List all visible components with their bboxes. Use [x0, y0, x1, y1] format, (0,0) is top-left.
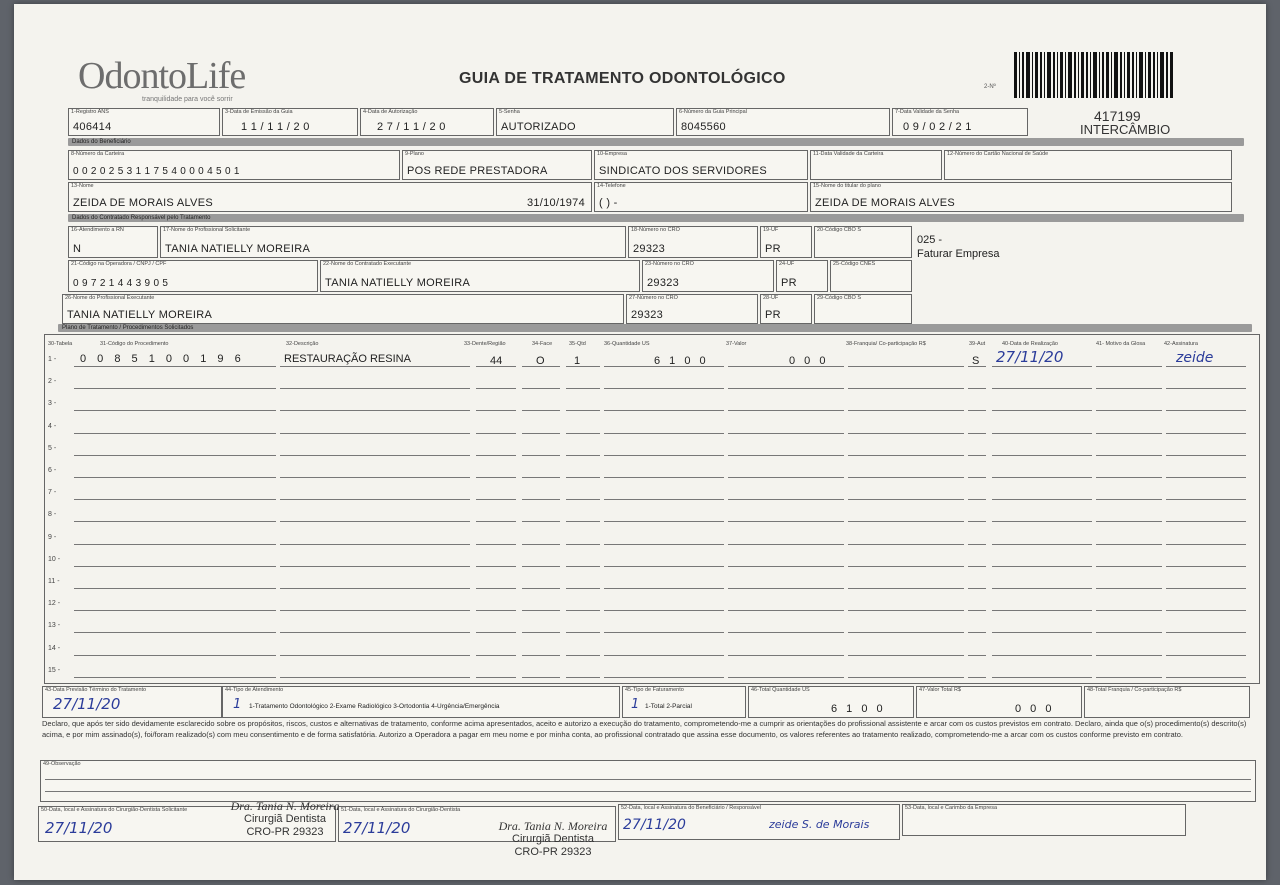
row-underline [968, 544, 986, 545]
row1-dente: 44 [490, 355, 503, 367]
row-underline [1096, 410, 1162, 411]
row-underline [604, 566, 724, 567]
row-underline [968, 610, 986, 611]
row1-assinatura: zeide [1176, 350, 1214, 366]
row1-data: 27/11/20 [996, 348, 1064, 366]
row-underline [280, 677, 470, 678]
row-underline [1166, 521, 1246, 522]
row-underline [522, 632, 560, 633]
row-underline [522, 366, 560, 367]
row-number: 15 - [48, 666, 61, 674]
row-underline [728, 455, 844, 456]
row-underline [280, 655, 470, 656]
row-underline [280, 610, 470, 611]
row-underline [566, 455, 600, 456]
row-underline [992, 477, 1092, 478]
cbo-field: 20-Código CBO S [814, 226, 912, 258]
row-underline [74, 566, 276, 567]
row-underline [728, 610, 844, 611]
row-underline [476, 388, 516, 389]
section-contratado: Dados do Contratado Responsável pelo Tratamento [68, 214, 1244, 222]
row-underline [280, 544, 470, 545]
row-underline [848, 544, 964, 545]
section-beneficiario: Dados do Beneficiário [68, 138, 1244, 146]
row-underline [604, 655, 724, 656]
row-underline [604, 433, 724, 434]
row-underline [74, 455, 276, 456]
uf3-field: 28-UF PR [760, 294, 812, 324]
row-underline [604, 366, 724, 367]
row-underline [74, 677, 276, 678]
row-underline [728, 677, 844, 678]
row-underline [604, 410, 724, 411]
total-us-field: 46-Total Quantidade US 6 1 0 0 [748, 686, 914, 718]
row-underline [992, 566, 1092, 567]
assinatura-53-field: 53-Data, local e Carimbo da Empresa [902, 804, 1186, 836]
assinatura-50-field: 50-Data, local e Assinatura do Cirurgião-Dentista Solicitante 27/11/20 [38, 806, 336, 842]
assinatura-52-field: 52-Data, local e Assinatura do Beneficiário / Responsável 27/11/20 zeide S. de Morais [618, 804, 900, 840]
row-underline [848, 655, 964, 656]
row-underline [992, 388, 1092, 389]
row-number: 1 - [48, 356, 57, 363]
row-underline [74, 477, 276, 478]
row-underline [522, 477, 560, 478]
row-underline [1166, 499, 1246, 500]
senha-value: AUTORIZADO [501, 121, 576, 133]
row-underline [968, 455, 986, 456]
row1-face: O [536, 355, 545, 367]
row-underline [604, 477, 724, 478]
row-underline [992, 410, 1092, 411]
row-underline [968, 521, 986, 522]
row-underline [1166, 610, 1246, 611]
cro-field: 18-Número no CRO 29323 [628, 226, 758, 258]
row-underline [992, 588, 1092, 589]
row-underline [476, 455, 516, 456]
row-underline [728, 477, 844, 478]
dentist-stamp-1: Dra. Tania N. Moreira Cirurgiã Dentista CRO-PR 29323 [230, 799, 340, 838]
row-underline [1096, 566, 1162, 567]
emissao-field: 3-Data de Emissão da Guia 1 1 / 1 1 / 2 0 [222, 108, 358, 136]
row-underline [566, 477, 600, 478]
nome-value: ZEIDA DE MORAIS ALVES [73, 197, 213, 209]
row-underline [848, 566, 964, 567]
row-underline [476, 521, 516, 522]
row1-aut: S [972, 355, 980, 367]
row-underline [968, 433, 986, 434]
validade-senha-field: 7-Data Validade da Senha 0 9 / 0 2 / 2 1 [892, 108, 1028, 136]
row-underline [522, 655, 560, 656]
row-number: 4 - [48, 422, 57, 430]
tipo-faturamento-field: 45-Tipo de Faturamento 1 1-Total 2-Parcial [622, 686, 746, 718]
row-underline [992, 366, 1092, 367]
row-underline [1166, 566, 1246, 567]
row-underline [476, 366, 516, 367]
row-number: 12 - [48, 600, 61, 608]
cro2-field: 23-Número no CRO 29323 [642, 260, 774, 292]
total-franquia-field: 48-Total Franquia / Co-participação R$ [1084, 686, 1250, 718]
row-underline [522, 455, 560, 456]
section-plano: Plano de Tratamento / Procedimentos Solicitados [58, 324, 1252, 332]
row-underline [476, 477, 516, 478]
row1-codigo: 0 0 8 5 1 0 0 1 9 6 [80, 353, 245, 365]
row-underline [522, 544, 560, 545]
row-underline [968, 366, 986, 367]
row-underline [848, 366, 964, 367]
row-number: 8 - [48, 511, 57, 519]
row-underline [1096, 521, 1162, 522]
row-underline [1166, 455, 1246, 456]
row-number: 9 - [48, 533, 57, 541]
row-underline [280, 566, 470, 567]
telefone-value: ( ) - [599, 197, 618, 209]
row-underline [522, 588, 560, 589]
row-number: 10 - [48, 555, 61, 563]
row-underline [604, 455, 724, 456]
row-underline [522, 566, 560, 567]
row-underline [476, 677, 516, 678]
row-underline [522, 677, 560, 678]
row-underline [1096, 610, 1162, 611]
rn-field: 16-Atendimento a RN N [68, 226, 158, 258]
row-underline [968, 410, 986, 411]
uf2-field: 24-UF PR [776, 260, 828, 292]
row-underline [566, 632, 600, 633]
row-underline [566, 433, 600, 434]
row-underline [566, 410, 600, 411]
row-underline [1096, 632, 1162, 633]
guia-number: 417199 [1094, 108, 1141, 124]
row-underline [992, 632, 1092, 633]
row-underline [566, 588, 600, 589]
row-underline [522, 521, 560, 522]
guia-principal-value: 8045560 [681, 121, 726, 133]
row-underline [74, 632, 276, 633]
page-title: GUIA DE TRATAMENTO ODONTOLÓGICO [459, 70, 786, 87]
dentist-stamp-2: Dra. Tania N. Moreira Cirurgiã Dentista CRO-PR 29323 [498, 819, 608, 858]
row-underline [566, 655, 600, 656]
row-underline [604, 610, 724, 611]
row-underline [566, 677, 600, 678]
row-underline [968, 566, 986, 567]
row-underline [728, 632, 844, 633]
note-faturar: Faturar Empresa [917, 248, 1000, 260]
row-underline [604, 677, 724, 678]
row-underline [728, 588, 844, 589]
empresa-value: SINDICATO DOS SERVIDORES [599, 165, 767, 177]
nascimento-value: 31/10/1974 [526, 197, 585, 209]
row-underline [1096, 544, 1162, 545]
row-underline [476, 544, 516, 545]
row-underline [280, 588, 470, 589]
row-number: 5 - [48, 444, 57, 452]
validade-senha-value: 0 9 / 0 2 / 2 1 [903, 121, 972, 133]
carteira-value: 0 0 2 0 2 5 3 1 1 7 5 4 0 0 0 4 5 0 1 [73, 166, 240, 177]
row-underline [566, 521, 600, 522]
row-number: 13 - [48, 622, 61, 630]
row-underline [476, 410, 516, 411]
row-number: 14 - [48, 644, 61, 652]
row-underline [522, 410, 560, 411]
row-underline [522, 610, 560, 611]
row-underline [566, 544, 600, 545]
row-number: 3 - [48, 400, 57, 408]
row-number: 2 - [48, 378, 57, 386]
solicitante-field: 17-Nome do Profissional Solicitante TANIA NATIELLY MOREIRA [160, 226, 626, 258]
row-underline [968, 655, 986, 656]
observacao-field: 49-Observação [40, 760, 1256, 802]
row-underline [604, 499, 724, 500]
cbo3-field: 29-Código CBO S [814, 294, 912, 324]
row-underline [566, 566, 600, 567]
row-underline [476, 610, 516, 611]
row1-qtd: 1 [574, 355, 581, 367]
row-underline [848, 521, 964, 522]
assinatura-51-field: 51-Data, local e Assinatura do Cirurgião-Dentista 27/11/20 [338, 806, 616, 842]
row-underline [992, 544, 1092, 545]
odontolife-logo: OdontoLife [78, 55, 246, 97]
row-underline [566, 388, 600, 389]
nome-field: 13-Nome ZEIDA DE MORAIS ALVES 31/10/1974 [68, 182, 592, 212]
row1-valor: 0 0 0 [789, 355, 829, 367]
row-underline [476, 588, 516, 589]
row-underline [968, 499, 986, 500]
row-underline [74, 544, 276, 545]
codigo-operadora-field: 21-Código na Operadora / CNPJ / CPF 0 9 7 2 1 4 4 3 9 0 5 [68, 260, 318, 292]
guide-sheet: OdontoLife tranquilidade para você sorrir GUIA DE TRATAMENTO ODONTOLÓGICO 2-Nº 417199 INTERCÂMBIO 1-Registro ANS 406414 3-Data de Emissão da Guia 1 1 / 1 1 / 2 0 4-Data de Autorização 2 7 / 1 1 / 2 0 5-Senha AUTORIZADO 6-Número da Guia Principal 8045560 7-Data Validade da Senha 0 9 / 0 2 / 2 1 Dados do Beneficiário 8-Número da Carteira 0 0 2 0 2 5 3 1 1 7 5 4 0 0 0 4 5 0 1 9-Plano POS REDE PRESTADORA 10-Empresa SINDICATO DOS SERVIDORES 11-Data Validade da Carteira 12-Número do Cartão Nacional de Saúde 13-Nome ZEIDA DE MORAIS ALVES 31/10/1974 14-Telefone ( ) - 15-Nome do titular do plano ZEIDA DE MORAIS ALVES Dados do Contratado Responsável pelo Tratamento 16-Atendimento a RN N 17-Nome do Profissional Solicitante TANIA NATIELLY MOREIRA 18-Número no CRO 29323 19-UF PR 20-Código CBO S 025 - Faturar Empresa 21-Código na Operadora / CNPJ / CPF 0 9 7 2 1 4 4 3 9 0 5 22-Nome do Contratado Executante TANIA NATIELLY MOREIRA 23-Número no CRO 29323 24-UF PR 25-Código CNES 26-Nome do Profissional Executante TANIA NATIELLY MOREIRA 27-Número no CRO 29323 28-UF PR 29-Código CBO S Plano de Tratamento / Procedimentos Solicitados 30-Tabela 31-Código do Procedimento 32-Descrição 33-Dente/Região 34-Face 35-Qtd 36-Quantidade US 37-Valor 38-Franquia/ Co-participação R$ 39-Aut 40-Data de Realização 41- Motivo da Glosa 42-Assinatura 0 0 8 5 1 0 0 1 9 6 RESTAURAÇÃO RESINA 44 O 1 6 1 0 0 0 0 0 S 27/11/20 zeide 43-Data Previsão Término do Tratamento 27/11/20 44-Tipo de Atendimento 1 1-Tratamento Odontológico 2-Exame Radiológico 3-Ortodontia 4-Urgência/Emergência 45-Tipo de Faturamento 1 1-Total 2-Parcial 46-Total Quantidade US 6 1 0 0 47-Valor Total R$ 0 0 0 48-Total Franquia / Co-participação R$ Declaro, que após ter sido devidamente esclarecido sobre os propósitos, riscos, custos e alternativas de tratamento, conforme acima apresentados, aceito e autorizo a execução do tratamento, comprometendo-me a cumprir as orientações do profissional assistente e arcar com os custos previstos em contrato. Declaro, ainda que o(s) procedimento(s) descrito(s) acima, e por mim assinado(s), foi/foram realizado(s) com meu consentimento e de forma satisfatória. Autorizo a Operadora a pagar em meu nome e por minha conta, ao profissional contratado que assina esse documento, os valores referentes ao tratamento realizado, comprometendo-me a arcar com os custos conforme previsto em contrato. 49-Observação 50-Data, local e Assinatura do Cirurgião-Dentista Solicitante 27/11/20 51-Data, local e Assinatura do Cirurgião-Dentista 27/11/20 52-Data, local e Assinatura do Beneficiário / Responsável 27/11/20 zeide S. de Morais 53-Data, local e Carimbo da Empresa Dra. Tania N. Moreira Cirurgiã Dentista CRO-PR 29323 Dra. Tania N. Moreira Cirurgiã Dentista CRO-PR 29323 1 - 2 - 3 - 4 - 5 - 6 - 7 - 8 - 9 - 10 - 11 - 12 - 13 - 14 - 15 - [14, 4, 1266, 880]
row-number: 11 - [48, 578, 60, 585]
executante-field: 26-Nome do Profissional Executante TANIA NATIELLY MOREIRA [62, 294, 624, 324]
row-underline [1166, 544, 1246, 545]
row-underline [728, 566, 844, 567]
row-underline [604, 388, 724, 389]
valor-total-field: 47-Valor Total R$ 0 0 0 [916, 686, 1082, 718]
row-underline [604, 521, 724, 522]
row-underline [74, 366, 276, 367]
cns-field: 12-Número do Cartão Nacional de Saúde [944, 150, 1232, 180]
row-underline [992, 655, 1092, 656]
row-underline [522, 433, 560, 434]
row-underline [992, 610, 1092, 611]
row-underline [968, 677, 986, 678]
row-underline [74, 388, 276, 389]
row-underline [74, 521, 276, 522]
row-underline [1166, 588, 1246, 589]
previsao-field: 43-Data Previsão Término do Tratamento 27/11/20 [42, 686, 222, 718]
row-underline [848, 388, 964, 389]
autorizacao-field: 4-Data de Autorização 2 7 / 1 1 / 2 0 [360, 108, 494, 136]
note-code: 025 - [917, 234, 943, 246]
titular-field: 15-Nome do titular do plano ZEIDA DE MORAIS ALVES [810, 182, 1232, 212]
row-underline [476, 655, 516, 656]
row-underline [74, 655, 276, 656]
uf-field: 19-UF PR [760, 226, 812, 258]
row-underline [1096, 388, 1162, 389]
row-underline [1096, 366, 1162, 367]
row-underline [728, 521, 844, 522]
row-underline [848, 610, 964, 611]
intercambio-label: INTERCÂMBIO [1080, 122, 1171, 137]
row-underline [848, 588, 964, 589]
row-underline [1096, 433, 1162, 434]
row-underline [522, 499, 560, 500]
row1-descricao: RESTAURAÇÃO RESINA [284, 353, 411, 365]
barcode-icon [1014, 52, 1174, 98]
contratado-executante-field: 22-Nome do Contratado Executante TANIA NATIELLY MOREIRA [320, 260, 640, 292]
row-underline [566, 499, 600, 500]
row-underline [522, 388, 560, 389]
plano-value: POS REDE PRESTADORA [407, 165, 548, 177]
row-underline [476, 566, 516, 567]
row-underline [992, 499, 1092, 500]
row-underline [604, 632, 724, 633]
cro3-field: 27-Número no CRO 29323 [626, 294, 758, 324]
declaracao-text: Declaro, que após ter sido devidamente esclarecido sobre os propósitos, riscos, custos e alternativas de tratamento, conforme acima apresentados, aceito e autorizo a execução do tratamento, comprometendo-me a cumprir as orientações do profissional assistente e arcar com os custos previstos em contrato. Declaro, ainda que o(s) procedimento(s) descrito(s) acima, e por mim assinado(s), foi/foram realizado(s) com meu consentimento e de forma satisfatória. Autorizo a Operadora a pagar em meu nome e por minha conta, ao profissional contratado que assina esse documento, os valores referentes ao tratamento realizado, comprometendo-me a arcar com os custos conforme previsto em contrato. [42, 719, 1247, 739]
guia-principal-field: 6-Número da Guia Principal 8045560 [676, 108, 890, 136]
plano-field: 9-Plano POS REDE PRESTADORA [402, 150, 592, 180]
carteira-field: 8-Número da Carteira 0 0 2 0 2 5 3 1 1 7 5 4 0 0 0 4 5 0 1 [68, 150, 400, 180]
row-underline [280, 499, 470, 500]
row-underline [848, 677, 964, 678]
cnes-field: 25-Código CNES [830, 260, 912, 292]
row-number: 7 - [48, 489, 57, 497]
row-underline [848, 477, 964, 478]
row-underline [728, 433, 844, 434]
row-underline [848, 499, 964, 500]
row-number: 6 - [48, 467, 57, 474]
row-underline [74, 499, 276, 500]
row-underline [74, 410, 276, 411]
row-underline [280, 366, 470, 367]
row-underline [992, 521, 1092, 522]
row-underline [968, 477, 986, 478]
row-underline [1166, 433, 1246, 434]
row-underline [476, 632, 516, 633]
emissao-value: 1 1 / 1 1 / 2 0 [241, 121, 310, 133]
row-underline [1166, 388, 1246, 389]
logo-tagline: tranquilidade para você sorrir [142, 96, 233, 103]
senha-field: 5-Senha AUTORIZADO [496, 108, 674, 136]
row-underline [968, 588, 986, 589]
row-underline [280, 455, 470, 456]
registro-ans-value: 406414 [73, 121, 112, 133]
row-underline [280, 388, 470, 389]
row-underline [848, 632, 964, 633]
row-underline [1096, 477, 1162, 478]
row-underline [992, 455, 1092, 456]
row1-qtd-us: 6 1 0 0 [654, 355, 709, 367]
row-underline [1096, 455, 1162, 456]
row-underline [280, 477, 470, 478]
row-underline [968, 632, 986, 633]
validade-carteira-field: 11-Data Validade da Carteira [810, 150, 942, 180]
registro-ans-field: 1-Registro ANS 406414 [68, 108, 220, 136]
row-underline [1096, 499, 1162, 500]
number-label: 2-Nº [984, 84, 996, 90]
row-underline [280, 632, 470, 633]
row-underline [1166, 410, 1246, 411]
row-underline [728, 544, 844, 545]
row-underline [728, 366, 844, 367]
row-underline [1166, 477, 1246, 478]
row-underline [728, 388, 844, 389]
autorizacao-value: 2 7 / 1 1 / 2 0 [377, 121, 446, 133]
row-underline [1096, 655, 1162, 656]
row-underline [1096, 588, 1162, 589]
row-underline [848, 410, 964, 411]
row-underline [280, 410, 470, 411]
empresa-field: 10-Empresa SINDICATO DOS SERVIDORES [594, 150, 808, 180]
row-underline [848, 455, 964, 456]
telefone-field: 14-Telefone ( ) - [594, 182, 808, 212]
row-underline [1166, 655, 1246, 656]
row-underline [74, 588, 276, 589]
titular-value: ZEIDA DE MORAIS ALVES [815, 197, 955, 209]
row-underline [566, 610, 600, 611]
row-underline [280, 433, 470, 434]
row-underline [1096, 677, 1162, 678]
row-underline [566, 366, 600, 367]
row-underline [728, 499, 844, 500]
row-underline [476, 499, 516, 500]
row-underline [728, 655, 844, 656]
row-underline [1166, 677, 1246, 678]
row-underline [476, 433, 516, 434]
row-underline [74, 610, 276, 611]
row-underline [992, 677, 1092, 678]
row-underline [604, 588, 724, 589]
row-underline [74, 433, 276, 434]
row-underline [848, 433, 964, 434]
row-underline [992, 433, 1092, 434]
row-underline [728, 410, 844, 411]
tipo-atendimento-field: 44-Tipo de Atendimento 1 1-Tratamento Odontológico 2-Exame Radiológico 3-Ortodontia 4-Urgência/Emergência [222, 686, 620, 718]
row-underline [968, 388, 986, 389]
row-underline [280, 521, 470, 522]
row-underline [1166, 632, 1246, 633]
row-underline [604, 544, 724, 545]
row-underline [1166, 366, 1246, 367]
